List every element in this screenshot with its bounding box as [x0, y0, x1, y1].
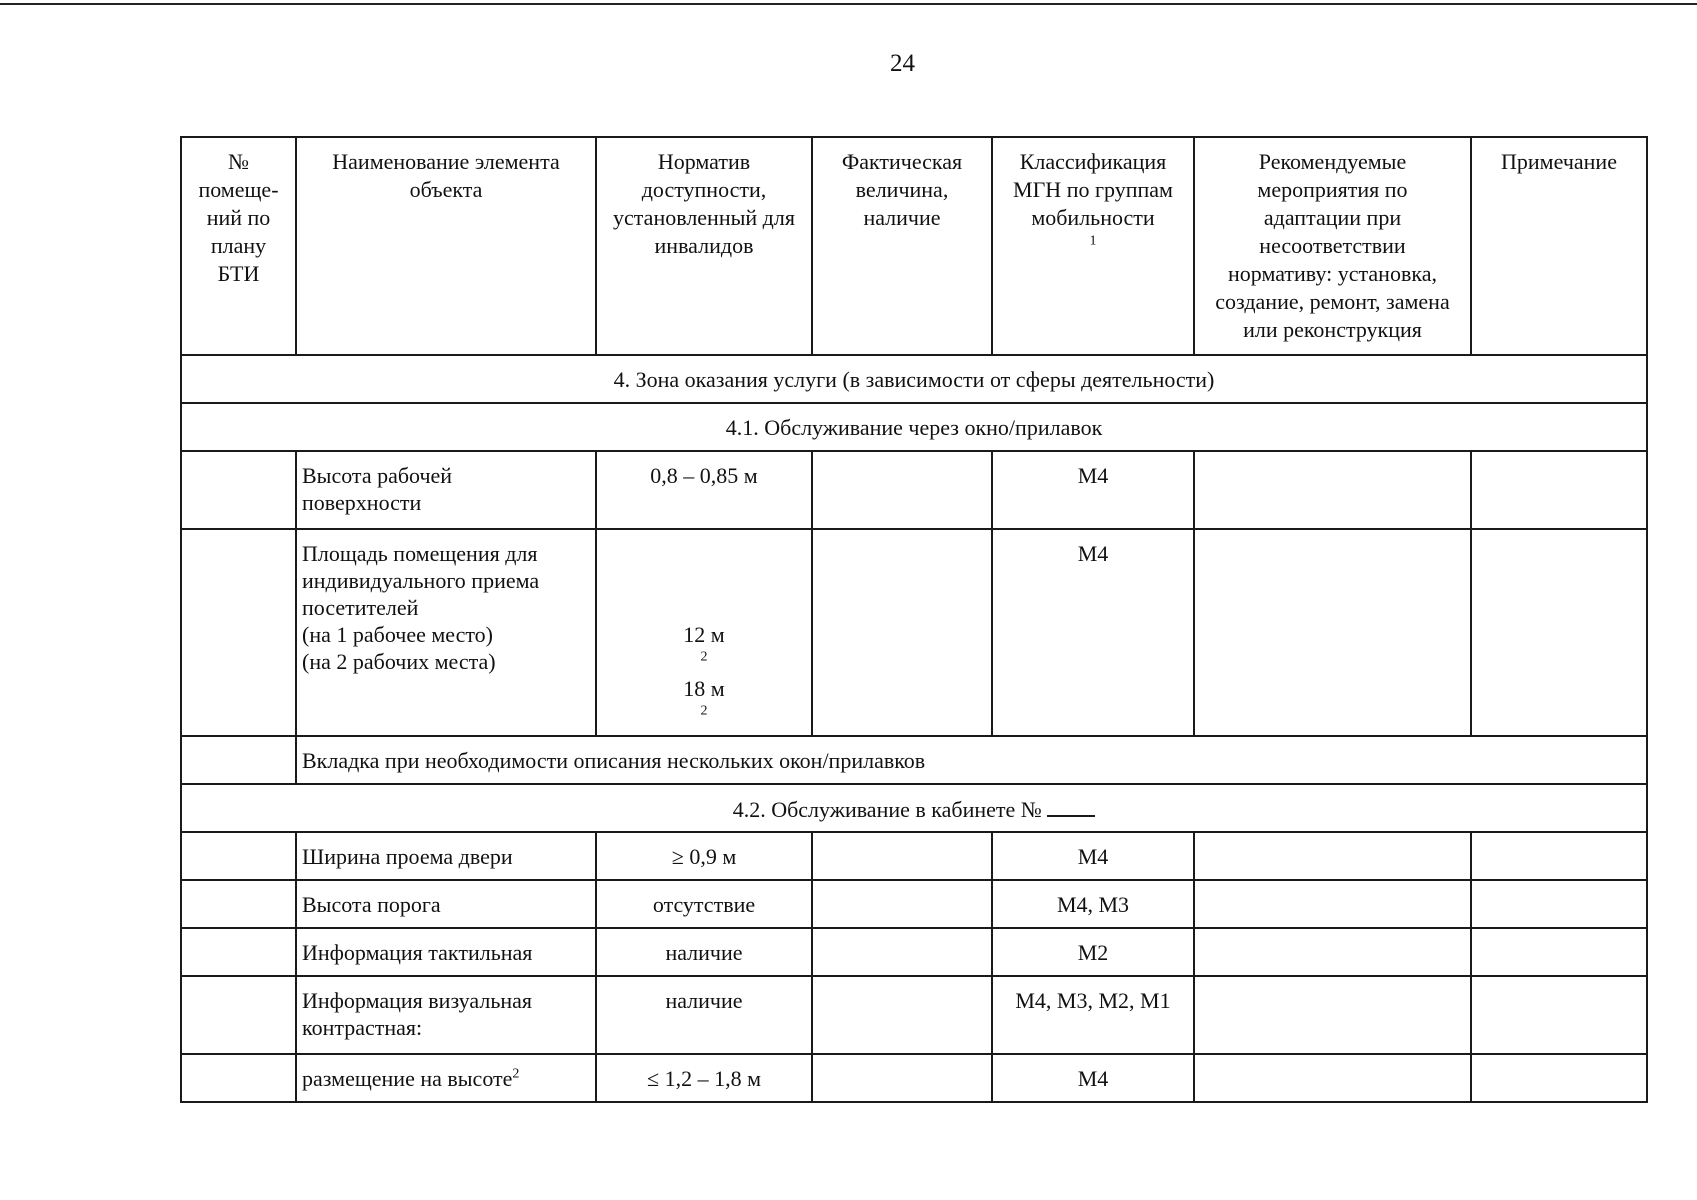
- actual-cell: [812, 832, 992, 880]
- note-cell: [1471, 976, 1647, 1054]
- note-cell: [1471, 451, 1647, 529]
- classification-cell: М4: [992, 832, 1194, 880]
- footnote-mark: 2: [512, 1066, 520, 1082]
- table-row: [181, 1054, 1647, 1102]
- section-heading-row: [181, 355, 1647, 403]
- table-row: [181, 736, 1647, 784]
- measures-cell: [1194, 1054, 1471, 1102]
- norm-cell: 12 м $^2$ 18 м $^2$: [596, 529, 812, 736]
- norm-cell: наличие: [596, 928, 812, 976]
- element-name-cell: Площадь помещения для индивидуального приема посетителей (на 1 рабочее место) (на 2 рабочих места): [296, 529, 596, 736]
- room-cell: [181, 928, 296, 976]
- element-name-cell: Информация тактильная: [296, 928, 596, 976]
- measures-cell: [1194, 976, 1471, 1054]
- element-name-cell: размещение на высоте$^2$: [296, 1054, 596, 1102]
- measures-cell: [1194, 451, 1471, 529]
- classification-cell: М4, М3: [992, 880, 1194, 928]
- element-name-cell: Высота рабочей поверхности: [296, 451, 596, 529]
- room-cell: [181, 880, 296, 928]
- room-cell: [181, 976, 296, 1054]
- actual-cell: [812, 880, 992, 928]
- section-4-title: 4. Зона оказания услуги (в зависимости от сферы деятельности): [181, 355, 1647, 403]
- header-row: [181, 137, 1647, 355]
- page-number: 24: [890, 50, 915, 77]
- section-4-1-title: 4.1. Обслуживание через окно/прилавок: [181, 403, 1647, 451]
- norm-cell: ≤ 1,2 – 1,8 м: [596, 1054, 812, 1102]
- accessibility-table: [180, 136, 1648, 1103]
- element-name-cell: Ширина проема двери: [296, 832, 596, 880]
- note-cell: [1471, 1054, 1647, 1102]
- note-cell: [1471, 832, 1647, 880]
- classification-cell: М4, М3, М2, М1: [992, 976, 1194, 1054]
- header-note: Примечание: [1471, 137, 1647, 355]
- actual-cell: [812, 928, 992, 976]
- table-row: [181, 880, 1647, 928]
- classification-cell: М2: [992, 928, 1194, 976]
- header-room-no: № помеще- ний по плану БТИ: [181, 137, 296, 355]
- norm-cell: ≥ 0,9 м: [596, 832, 812, 880]
- actual-cell: [812, 529, 992, 736]
- header-classification: Классификация МГН по группам мобильности $^1$: [992, 137, 1194, 355]
- measures-cell: [1194, 880, 1471, 928]
- footnote-mark: 1: [1089, 233, 1097, 249]
- table-row: [181, 529, 1647, 736]
- room-cell: [181, 451, 296, 529]
- header-norm: Норматив доступности, установленный для инвалидов: [596, 137, 812, 355]
- table-row: [181, 451, 1647, 529]
- measures-cell: [1194, 529, 1471, 736]
- actual-cell: [812, 451, 992, 529]
- classification-cell: М4: [992, 1054, 1194, 1102]
- note-cell: [1471, 880, 1647, 928]
- table-row: [181, 976, 1647, 1054]
- cabinet-number-blank: [1047, 795, 1095, 817]
- room-cell: [181, 1054, 296, 1102]
- element-name-cell: Высота порога: [296, 880, 596, 928]
- room-cell: [181, 529, 296, 736]
- norm-cell: отсутствие: [596, 880, 812, 928]
- table-row: [181, 928, 1647, 976]
- section-4-2-title: 4.2. Обслуживание в кабинете №: [181, 784, 1647, 832]
- room-cell: [181, 832, 296, 880]
- classification-cell: М4: [992, 529, 1194, 736]
- measures-cell: [1194, 832, 1471, 880]
- norm-cell: наличие: [596, 976, 812, 1054]
- top-rule: [0, 3, 1697, 5]
- header-element-name: Наименование элемента объекта: [296, 137, 596, 355]
- insert-note-cell: Вкладка при необходимости описания нескольких окон/прилавков: [296, 736, 1647, 784]
- actual-cell: [812, 1054, 992, 1102]
- measures-cell: [1194, 928, 1471, 976]
- table-row: [181, 832, 1647, 880]
- subsection-heading-row: [181, 784, 1647, 832]
- norm-cell: 0,8 – 0,85 м: [596, 451, 812, 529]
- subsection-heading-row: [181, 403, 1647, 451]
- classification-cell: М4: [992, 451, 1194, 529]
- note-cell: [1471, 529, 1647, 736]
- room-cell: [181, 736, 296, 784]
- note-cell: [1471, 928, 1647, 976]
- header-actual: Фактическая величина, наличие: [812, 137, 992, 355]
- actual-cell: [812, 976, 992, 1054]
- header-measures: Рекомендуемые мероприятия по адаптации при несоответствии нормативу: установка, создание, ремонт, замена или реконструкция: [1194, 137, 1471, 355]
- element-name-cell: Информация визуальная контрастная:: [296, 976, 596, 1054]
